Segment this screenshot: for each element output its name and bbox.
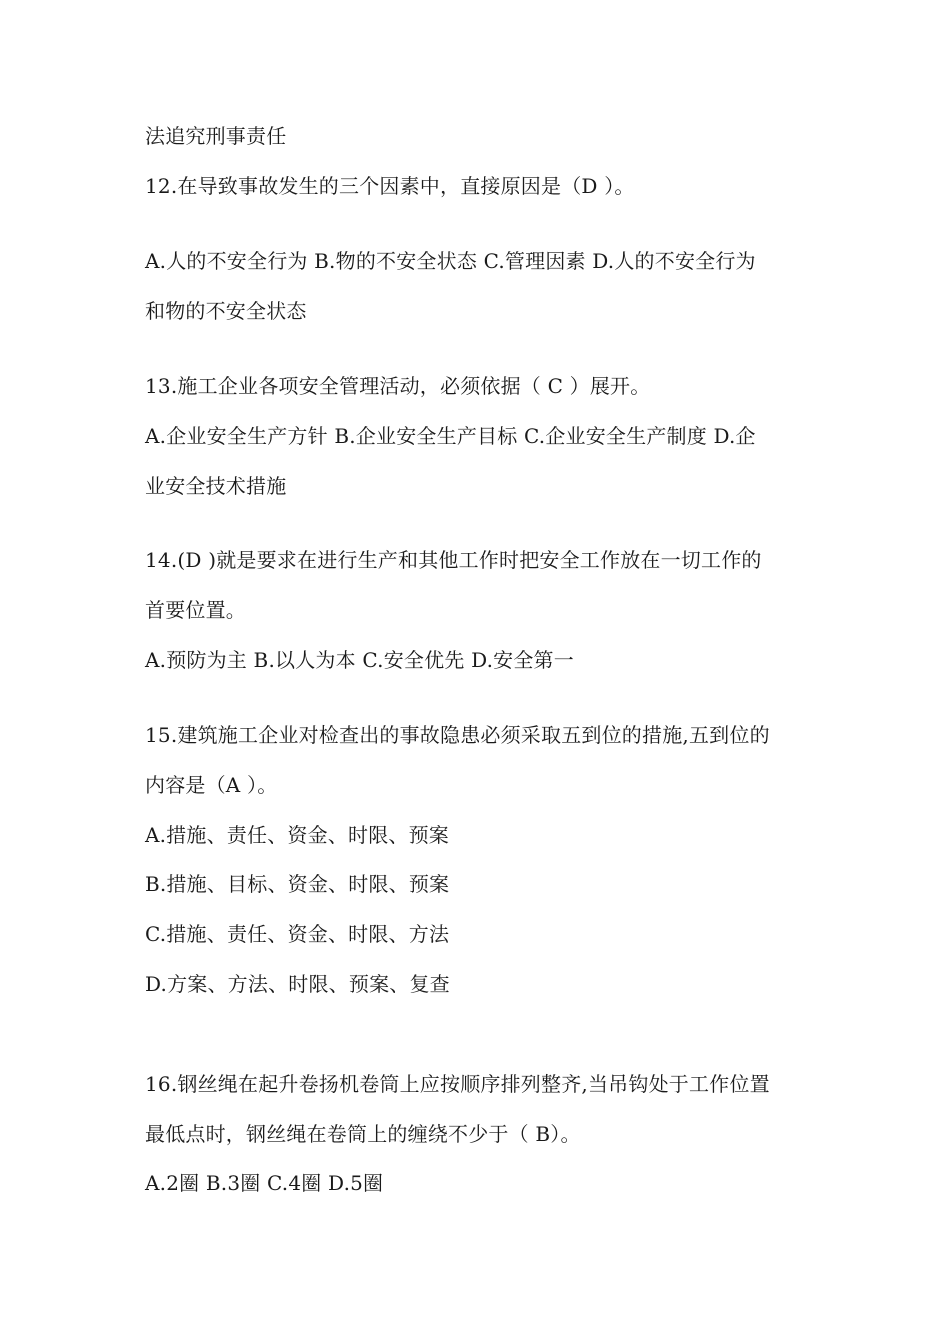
question-15-option-b: B.措施、目标、资金、时限、预案 xyxy=(145,872,450,896)
question-16-stem: 16.钢丝绳在起升卷扬机卷筒上应按顺序排列整齐,当吊钩处于工作位置 xyxy=(145,1072,770,1096)
question-14-stem-cont: 首要位置。 xyxy=(145,598,246,622)
question-15-option-c: C.措施、责任、资金、时限、方法 xyxy=(145,922,450,946)
question-13-stem: 13.施工企业各项安全管理活动，必须依据（ C ）展开。 xyxy=(145,374,651,398)
question-16-options: A.2圈 B.3圈 C.4圈 D.5圈 xyxy=(145,1171,384,1195)
question-15-stem-cont: 内容是（A ）。 xyxy=(145,773,278,797)
question-15-option-a: A.措施、责任、资金、时限、预案 xyxy=(145,823,450,847)
question-13-options: A.企业安全生产方针 B.企业安全生产目标 C.企业安全生产制度 D.企 xyxy=(145,424,756,448)
question-16-stem-cont: 最低点时，钢丝绳在卷筒上的缠绕不少于（ B）。 xyxy=(145,1122,581,1146)
question-12-options-cont: 和物的不安全状态 xyxy=(145,299,307,323)
question-15-option-d: D.方案、方法、时限、预案、复查 xyxy=(145,972,450,996)
question-14-options: A.预防为主 B.以人为本 C.安全优先 D.安全第一 xyxy=(145,648,574,672)
question-12-options: A.人的不安全行为 B.物的不安全状态 C.管理因素 D.人的不安全行为 xyxy=(145,249,756,273)
question-14-stem: 14.(D )就是要求在进行生产和其他工作时把安全工作放在一切工作的 xyxy=(145,548,762,572)
continuation-line: 法追究刑事责任 xyxy=(145,124,287,148)
question-15-stem: 15.建筑施工企业对检查出的事故隐患必须采取五到位的措施,五到位的 xyxy=(145,723,770,747)
question-12-stem: 12.在导致事故发生的三个因素中，直接原因是（D ）。 xyxy=(145,174,635,198)
question-13-options-cont: 业安全技术措施 xyxy=(145,474,287,498)
